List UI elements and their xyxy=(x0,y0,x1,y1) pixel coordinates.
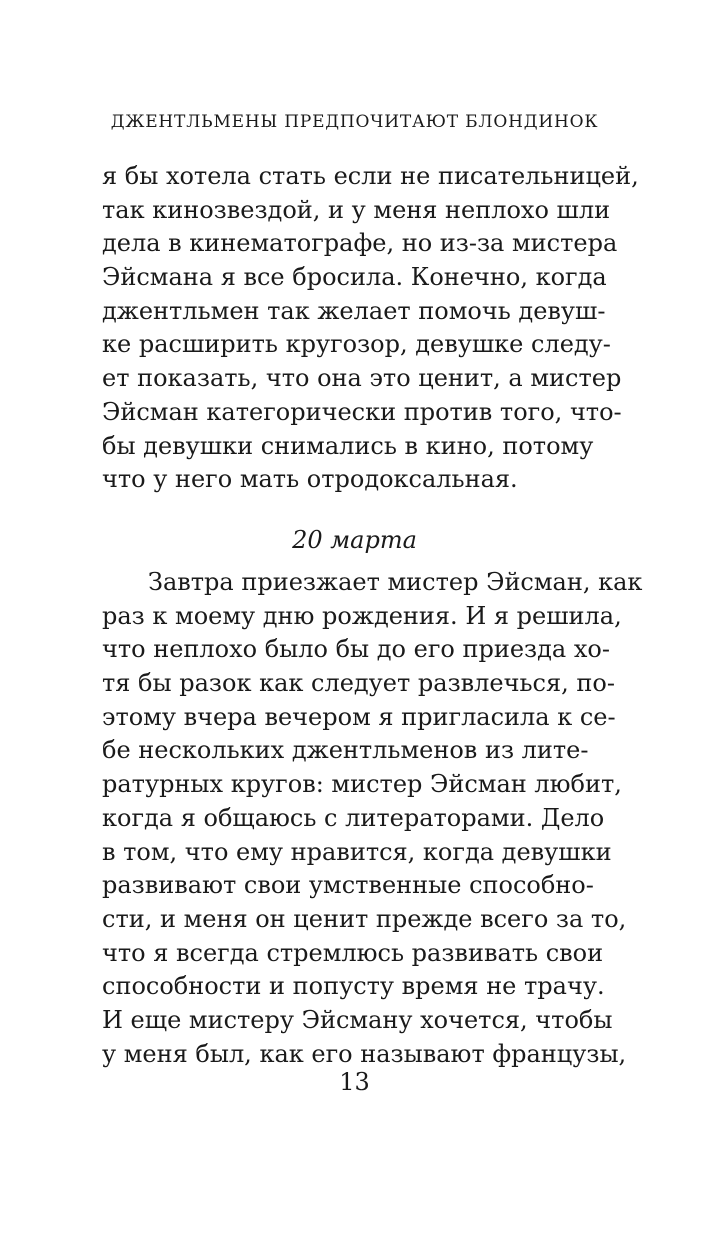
text-line: я бы хотела стать если не писательницей, xyxy=(102,162,639,190)
text-line: что неплохо было бы до его приезда хо- xyxy=(102,635,610,664)
text-line: способности и попусту время не трачу. xyxy=(102,972,605,1001)
text-line: когда я общаюсь с литераторами. Дело xyxy=(102,803,605,832)
text-line: И еще мистеру Эйсману хочется, чтобы xyxy=(102,1005,613,1034)
text-line: Завтра приезжает мистер Эйсман, как xyxy=(148,568,643,596)
running-head: ДЖЕНТЛЬМЕНЫ ПРЕДПОЧИТАЮТ БЛОНДИНОК xyxy=(110,112,599,132)
text-line: джентльмен так желает помочь девуш- xyxy=(102,296,606,325)
text-line: развивают свои умственные способно- xyxy=(102,871,594,900)
entry-date-heading: 20 марта xyxy=(292,526,417,554)
text-line: этому вчера вечером я пригласила к се- xyxy=(102,702,616,731)
text-line: ет показать, что она это ценит, а мистер xyxy=(102,364,622,393)
paragraph-entry xyxy=(102,566,643,1071)
text-line: дела в кинематографе, но из-за мистера xyxy=(102,229,618,258)
text-line: тя бы разок как следует развлечься, по- xyxy=(102,669,615,698)
text-line: бе нескольких джентльменов из лите- xyxy=(102,736,589,765)
text-line: Эйсмана я все бросила. Конечно, когда xyxy=(102,263,607,292)
text-line: что у него мать отродоксальная. xyxy=(102,465,518,494)
text-line: сти, и меня он ценит прежде всего за то, xyxy=(102,904,627,933)
text-line: Эйсман категорически против того, что- xyxy=(102,397,622,426)
text-line: раз к моему дню рождения. И я решила, xyxy=(102,601,622,630)
page-number: 13 xyxy=(339,1068,370,1096)
paragraph-continued xyxy=(102,160,639,497)
text-line: ке расширить кругозор, девушке следу- xyxy=(102,330,611,359)
text-line: у меня был, как его называют французы, xyxy=(102,1039,627,1068)
text-line: так кинозвездой, и у меня неплохо шли xyxy=(102,195,611,224)
text-line: в том, что ему нравится, когда девушки xyxy=(102,837,612,866)
text-line: бы девушки снимались в кино, потому xyxy=(102,431,594,460)
text-line: что я всегда стремлюсь развивать свои xyxy=(102,938,604,967)
text-line: ратурных кругов: мистер Эйсман любит, xyxy=(102,770,622,799)
